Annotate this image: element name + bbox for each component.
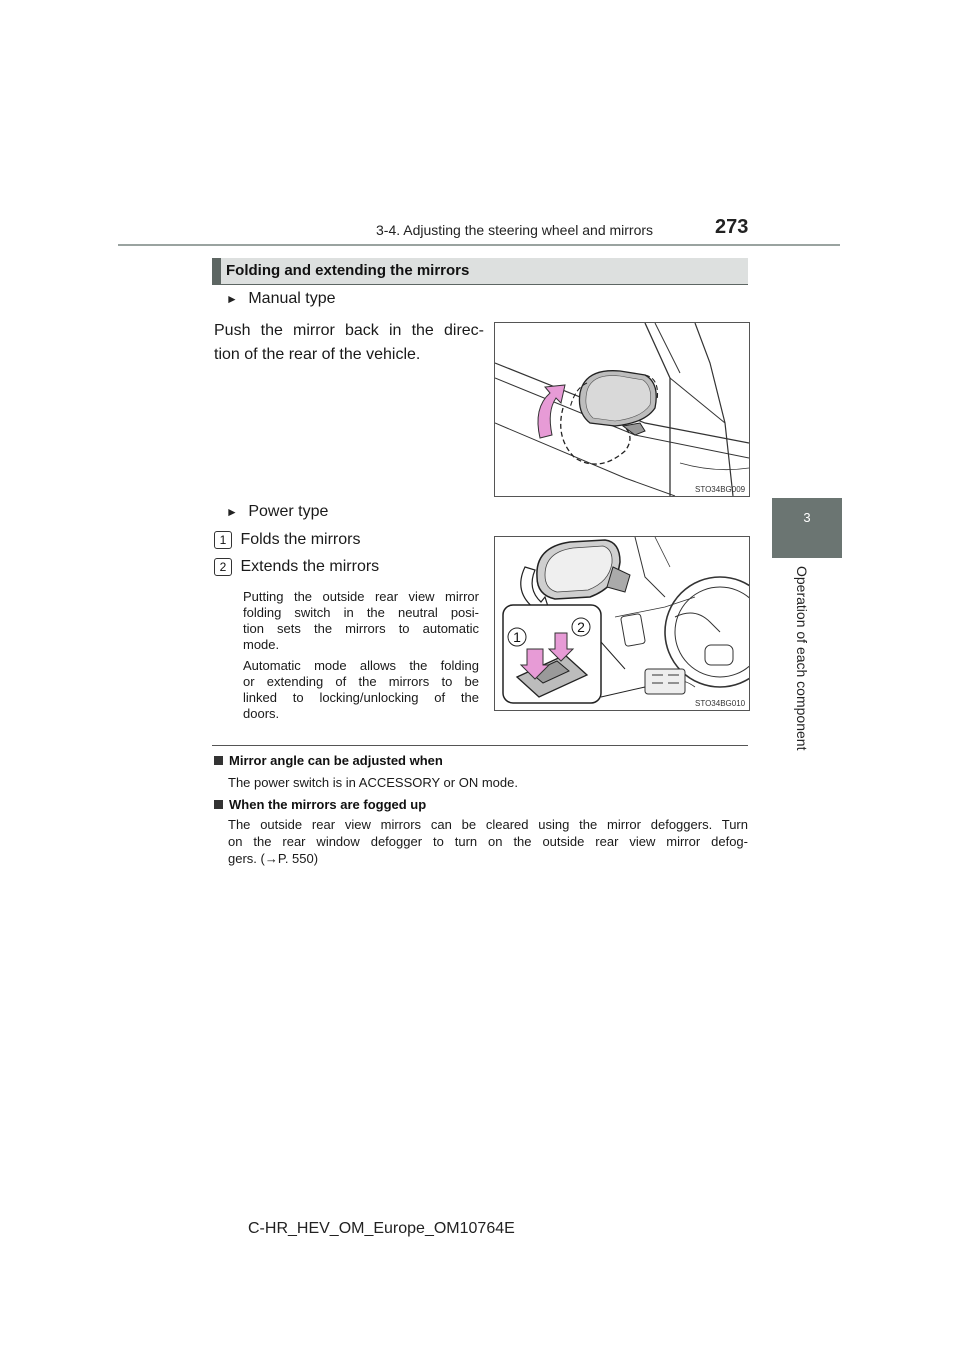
paragraph-line: linked to locking/unlocking of the (243, 690, 479, 705)
page-number: 273 (715, 216, 749, 238)
figure-manual-mirror (494, 322, 750, 497)
power-mirror-illustration (495, 537, 749, 710)
paragraph-line: Automatic mode allows the folding (243, 658, 479, 673)
manual-type-bullet (226, 290, 336, 308)
manual-instruction-line2: tion of the rear of the vehicle. (214, 346, 421, 363)
figure-manual-code: STO34BG009 (695, 485, 746, 494)
note-body-line: on the rear window defogger to turn on the outside rear view mirror defog- (228, 834, 748, 849)
paragraph-line: mode. (243, 637, 280, 652)
figure-power-code: STO34BG010 (695, 699, 746, 708)
note-body-line: The outside rear view mirrors can be cleared using the mirror defoggers. Turn (228, 817, 748, 832)
figure-label-2: 2 (577, 619, 585, 635)
paragraph-line: tion sets the mirrors to automatic (243, 621, 479, 636)
triangle-bullet-icon: ► (226, 292, 238, 306)
note-body-line: The power switch is in ACCESSORY or ON mode. (228, 775, 518, 790)
paragraph-line: or extending of the mirrors to be (243, 674, 479, 689)
figure-power-mirror (494, 536, 750, 711)
power-paragraph-2 (243, 658, 479, 722)
document-id-footer: C-HR_HEV_OM_Europe_OM10764E (248, 1220, 515, 1237)
chapter-tab (772, 498, 842, 558)
notes-divider (212, 745, 748, 746)
power-type-label: Power type (248, 503, 329, 520)
note-heading (214, 797, 748, 812)
chapter-title-wrap (786, 566, 810, 756)
paragraph-line: folding switch in the neutral posi- (243, 605, 479, 620)
section-title: Folding and extending the mirrors (226, 262, 470, 279)
manual-mirror-illustration (495, 323, 749, 496)
step-2 (214, 558, 379, 576)
step-1 (214, 531, 360, 549)
section-title-underline (212, 284, 748, 285)
square-bullet-icon (214, 756, 223, 765)
note-body (228, 816, 748, 867)
triangle-bullet-icon: ► (226, 505, 238, 519)
power-type-bullet (226, 503, 328, 521)
note-heading (214, 753, 748, 768)
step-label: Extends the mirrors (240, 558, 380, 575)
header-rule (118, 244, 840, 246)
figure-label-1: 1 (513, 629, 521, 645)
paragraph-line: Putting the outside rear view mirror (243, 589, 479, 604)
running-header-section: 3-4. Adjusting the steering wheel and mirrors (376, 222, 654, 238)
note-body-line: gers. (→P. 550) (228, 851, 319, 866)
step-number-badge: 1 (214, 531, 232, 549)
chapter-title: Operation of each component (794, 566, 810, 751)
note-heading-text: Mirror angle can be adjusted when (229, 753, 443, 768)
chapter-number: 3 (803, 510, 811, 525)
square-bullet-icon (214, 800, 223, 809)
step-label: Folds the mirrors (240, 531, 361, 548)
step-number-badge: 2 (214, 558, 232, 576)
note-mirror-angle (214, 753, 748, 791)
manual-type-label: Manual type (248, 290, 336, 307)
section-title-accent (212, 258, 221, 284)
note-heading-text: When the mirrors are fogged up (229, 797, 427, 812)
note-fogged-up (214, 797, 748, 867)
manual-instruction-line1: Push the mirror back in the direc- (214, 322, 484, 339)
power-paragraph-1 (243, 589, 479, 653)
paragraph-line: doors. (243, 706, 280, 721)
